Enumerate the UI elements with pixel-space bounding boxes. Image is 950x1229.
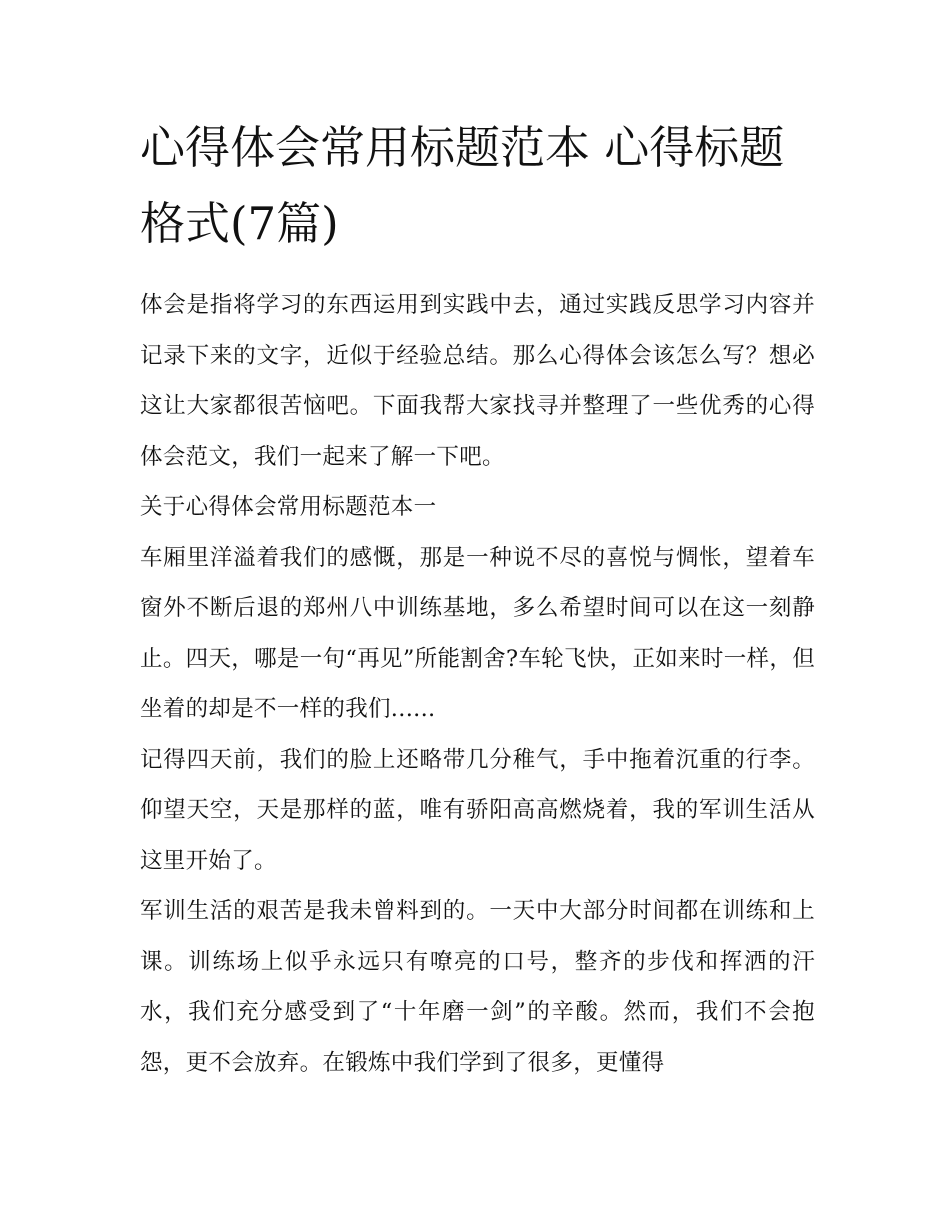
document-body <box>140 280 815 1088</box>
body-paragraph: 车厢里洋溢着我们的感慨，那是一种说不尽的喜悦与惆怅，望着车窗外不断后退的郑州八中训练基地，多么希望时间可以在这一刻静止。四天，哪是一句“再见”所能割舍?车轮飞快，正如来时一样，但坐着的却是不一样的我们...... <box>140 544 815 722</box>
body-paragraph: 军训生活的艰苦是我未曾料到的。一天中大部分时间都在训练和上课。训练场上似乎永远只有嘹亮的口号，整齐的步伐和挥洒的汗水，我们充分感受到了“十年磨一剑”的辛酸。然而，我们不会抱怨，更不会放弃。在锻炼中我们学到了很多，更懂得 <box>140 898 815 1076</box>
intro-paragraph: 体会是指将学习的东西运用到实践中去，通过实践反思学习内容并记录下来的文字，近似于经验总结。那么心得体会该怎么写？想必这让大家都很苦恼吧。下面我帮大家找寻并整理了一些优秀的心得体会范文，我们一起来了解一下吧。 <box>140 292 815 470</box>
body-paragraph: 记得四天前，我们的脸上还略带几分稚气，手中拖着沉重的行李。仰望天空，天是那样的蓝，唯有骄阳高高燃烧着，我的军训生活从这里开始了。 <box>140 746 815 874</box>
document-title: 心得体会常用标题范本 心得标题格式(7篇) <box>140 121 785 250</box>
section-heading: 关于心得体会常用标题范本一 <box>140 494 437 520</box>
